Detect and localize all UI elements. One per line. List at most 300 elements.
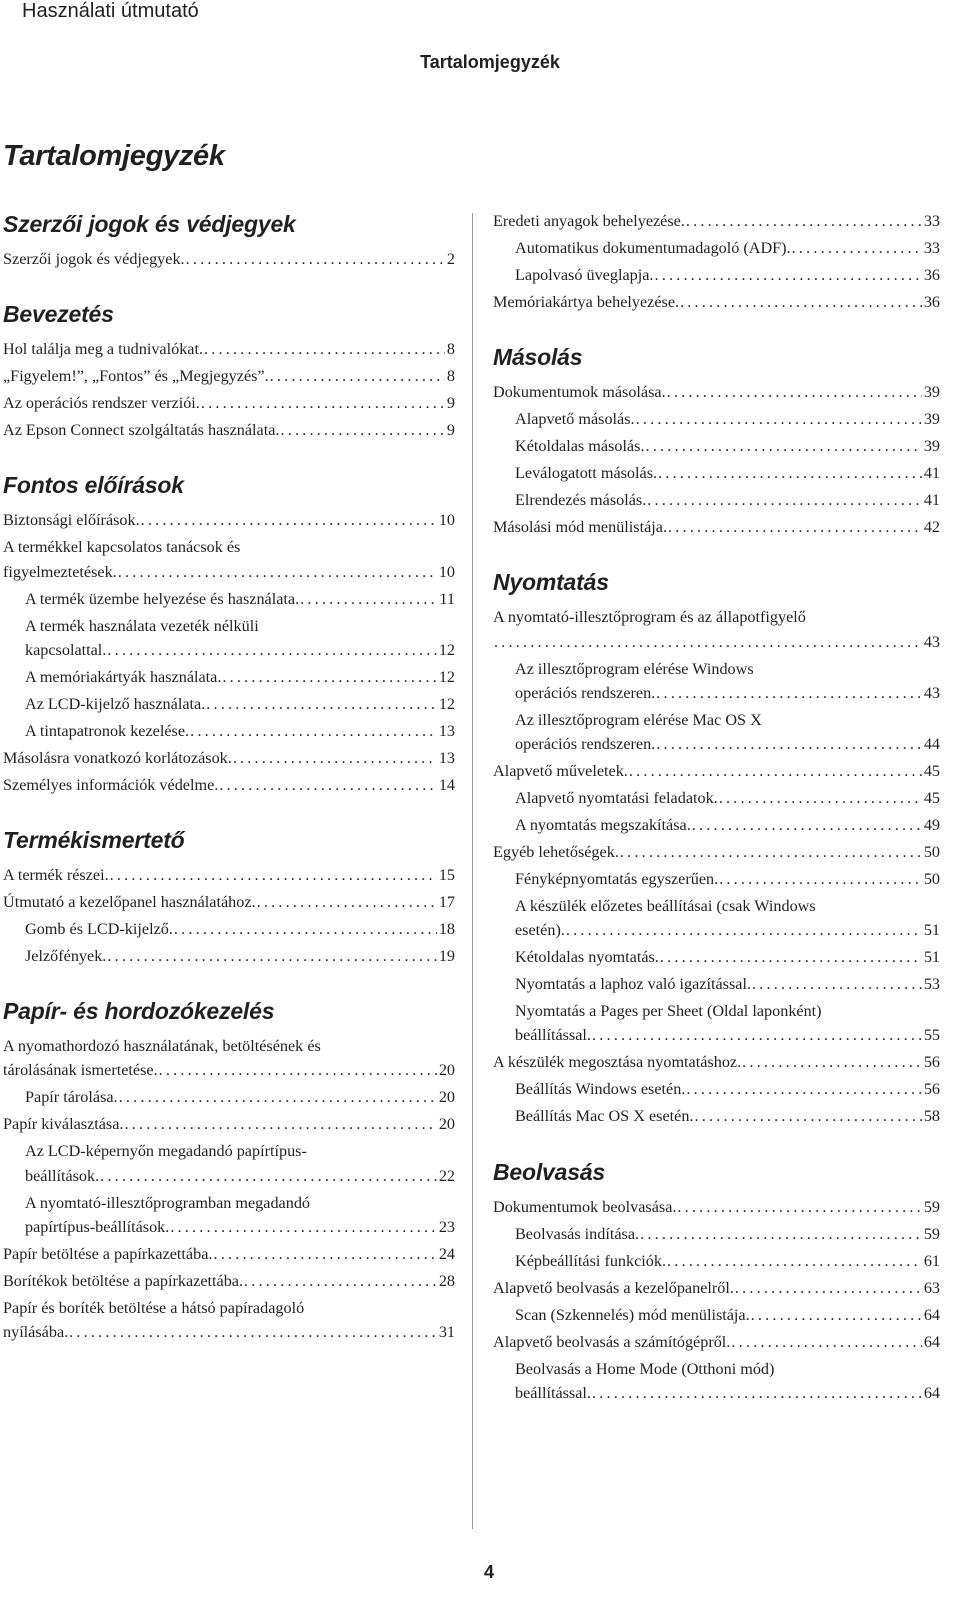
dot-leader — [719, 867, 922, 891]
toc-entry-leader-row — [3, 746, 455, 770]
toc-section — [3, 209, 455, 271]
toc-entry[interactable] — [493, 1050, 940, 1074]
section-heading: Másolás — [493, 344, 583, 371]
toc-entry-leader-row — [515, 918, 940, 942]
dot-leader — [629, 759, 922, 783]
toc-page-number: 33 — [923, 239, 940, 257]
toc-entry-leader-row — [493, 209, 940, 233]
dot-leader — [592, 1381, 922, 1405]
toc-entry[interactable] — [493, 972, 940, 996]
page-title: Tartalomjegyzék — [3, 140, 225, 172]
toc-page-number: 64 — [923, 1383, 940, 1402]
toc-entry-leader-row — [3, 890, 455, 914]
toc-entry-leader-row — [515, 263, 940, 287]
toc-entry-leader-row — [515, 813, 940, 837]
toc-entry-text: A termék üzembe helyezése és használata. — [25, 589, 300, 608]
toc-entry-text: Alapvető nyomtatási feladatok. — [515, 789, 718, 808]
toc-entry-text-line: A készülék előzetes beállításai (csak Windows — [515, 897, 816, 916]
dot-leader — [119, 1085, 437, 1109]
dot-leader — [141, 508, 437, 532]
toc-entry-text: Memóriakártya behelyezése. — [493, 293, 680, 311]
toc-page-number: 39 — [923, 383, 940, 402]
toc-entry-text-line: Az illesztőprogram elérése Mac OS X — [515, 710, 762, 729]
toc-entry[interactable] — [3, 863, 455, 887]
toc-entry-leader-row — [493, 1195, 940, 1219]
toc-entry-leader-row — [3, 560, 455, 584]
toc-entry-leader-row — [3, 364, 455, 388]
toc-entry-text: Beolvasás indítása. — [515, 1224, 640, 1243]
toc-entry[interactable] — [493, 867, 940, 891]
toc-entry-leader-row — [25, 719, 455, 743]
toc-page-number: 12 — [438, 667, 455, 686]
toc-entry-text: Borítékok betöltése a papírkazettába. — [3, 1271, 244, 1290]
toc-page-number: 43 — [923, 683, 940, 702]
toc-page-number: 50 — [923, 870, 940, 889]
dot-leader — [110, 863, 437, 887]
toc-page-number: 13 — [438, 721, 455, 740]
dot-leader — [270, 364, 445, 388]
toc-left-column — [3, 209, 455, 1372]
dot-leader — [219, 773, 437, 797]
toc-entry[interactable] — [3, 247, 455, 271]
toc-page-number: 36 — [923, 293, 940, 311]
toc-section — [493, 1157, 940, 1405]
toc-entry[interactable] — [3, 418, 455, 442]
toc-entry-leader-row — [515, 972, 940, 996]
toc-entry[interactable] — [493, 407, 940, 431]
dot-leader — [680, 290, 922, 314]
toc-page-number: 63 — [923, 1278, 940, 1297]
toc-entry[interactable] — [493, 461, 940, 485]
toc-entry-leader-row — [515, 945, 940, 969]
toc-entry-text: Scan (Szkennelés) mód menülistája. — [515, 1305, 750, 1324]
toc-entry-leader-row — [493, 380, 940, 404]
toc-entry-text: Útmutató a kezelőpanel használatához. — [3, 893, 256, 912]
toc-page-number: 51 — [923, 921, 940, 940]
toc-page-number: 23 — [438, 1217, 455, 1236]
dot-leader — [667, 1249, 922, 1273]
toc-entry[interactable] — [493, 1357, 940, 1405]
toc-entry[interactable] — [3, 1034, 455, 1082]
dot-leader — [751, 1303, 922, 1327]
dot-leader — [201, 391, 445, 415]
toc-entry-leader-row — [493, 1330, 940, 1354]
toc-entry[interactable] — [493, 290, 940, 314]
dot-leader — [107, 944, 436, 968]
toc-entry-leader-row — [493, 290, 940, 314]
toc-entry-text: esetén). — [515, 921, 565, 940]
toc-entry-text: Másolási mód menülistája. — [493, 518, 667, 537]
toc-entry-text-line: A nyomtató-illesztőprogramban megadandó — [25, 1193, 311, 1212]
toc-page-number: 8 — [446, 340, 455, 359]
toc-entry[interactable] — [493, 1330, 940, 1354]
toc-page-number: 45 — [923, 762, 940, 781]
toc-entry[interactable] — [3, 391, 455, 415]
toc-entry-text: Alapvető beolvasás a számítógépről. — [493, 1332, 731, 1351]
dot-leader — [566, 918, 922, 942]
dot-leader — [656, 732, 922, 756]
dot-leader — [204, 337, 445, 361]
dot-leader — [190, 719, 437, 743]
toc-entry-leader-row — [3, 863, 455, 887]
toc-page-number: 42 — [923, 518, 940, 537]
toc-entry-text: Dokumentumok beolvasása. — [493, 1197, 677, 1216]
toc-entry[interactable] — [3, 917, 455, 941]
toc-entry-text-line: Az illesztőprogram elérése Windows — [515, 659, 754, 678]
toc-entry-text: Lapolvasó üveglapja. — [515, 266, 654, 284]
dot-leader — [656, 681, 922, 705]
toc-entry-leader-row — [25, 917, 455, 941]
toc-entry-leader-row — [515, 407, 940, 431]
toc-entry-text: operációs rendszeren. — [515, 735, 656, 754]
toc-entry[interactable] — [493, 263, 940, 287]
toc-entry-leader-row — [493, 1276, 940, 1300]
toc-entry[interactable] — [3, 944, 455, 968]
toc-entry[interactable] — [3, 337, 455, 361]
toc-entry-text: papírtípus-beállítások. — [25, 1217, 170, 1236]
toc-entry-leader-row — [515, 867, 940, 891]
toc-entry[interactable] — [3, 1085, 455, 1109]
toc-entry-text: Hol találja meg a tudnivalókat. — [3, 340, 204, 359]
toc-section — [3, 996, 455, 1344]
toc-page-number: 43 — [923, 632, 940, 651]
toc-entry-leader-row — [493, 1050, 940, 1074]
column-divider — [472, 213, 473, 1529]
dot-leader — [647, 488, 922, 512]
toc-entry-leader-row — [3, 1269, 455, 1293]
toc-page-number: 20 — [438, 1115, 455, 1134]
toc-entry[interactable] — [493, 434, 940, 458]
toc-entry-text: Papír kiválasztása. — [3, 1115, 124, 1134]
toc-page-number: 31 — [438, 1323, 455, 1342]
toc-entry-leader-row — [515, 732, 940, 756]
toc-page-number: 56 — [923, 1053, 940, 1072]
toc-entry[interactable] — [493, 1077, 940, 1101]
toc-entry[interactable] — [3, 665, 455, 689]
toc-section — [3, 470, 455, 797]
toc-entry-text-line: Az LCD-képernyőn megadandó papírtípus- — [25, 1142, 307, 1161]
toc-entry[interactable] — [493, 1104, 940, 1128]
dot-leader — [742, 1050, 922, 1074]
dot-leader — [686, 209, 922, 233]
toc-page-number: 64 — [923, 1332, 940, 1351]
toc-entry[interactable] — [493, 708, 940, 756]
toc-page-number: 55 — [923, 1026, 940, 1045]
toc-entry[interactable] — [3, 890, 455, 914]
toc-entry[interactable] — [3, 746, 455, 770]
toc-page-number: 39 — [923, 410, 940, 429]
toc-section — [3, 299, 455, 442]
toc-entry[interactable] — [493, 1303, 940, 1327]
toc-page-number: 12 — [438, 694, 455, 713]
toc-entry-leader-row — [25, 1085, 455, 1109]
toc-entry-text: operációs rendszeren. — [515, 683, 656, 702]
toc-entry-text: kapcsolattal. — [25, 640, 107, 659]
toc-entry-leader-row — [515, 1104, 940, 1128]
toc-entry-text-line: Beolvasás a Home Mode (Otthoni mód) — [515, 1359, 775, 1378]
toc-entry[interactable] — [493, 657, 940, 705]
toc-entry-text: Másolásra vonatkozó korlátozások. — [3, 748, 232, 767]
toc-entry-text-line: Papír és boríték betöltése a hátsó papíradagoló — [3, 1298, 305, 1317]
toc-entry[interactable] — [493, 945, 940, 969]
toc-entry-text: Személyes információk védelme. — [3, 775, 219, 794]
toc-entry-leader-row — [3, 773, 455, 797]
toc-entry[interactable] — [493, 1276, 940, 1300]
toc-entry-text: Jelzőfények. — [25, 947, 107, 966]
toc-entry-leader-row — [3, 1242, 455, 1266]
section-heading: Szerzői jogok és védjegyek — [3, 211, 296, 237]
toc-page-number: 58 — [923, 1107, 940, 1126]
toc-entry-text: Kétoldalas nyomtatás. — [515, 948, 659, 967]
toc-page-number: 2 — [446, 250, 455, 268]
toc-entry[interactable] — [3, 1112, 455, 1136]
toc-page-number: 13 — [438, 748, 455, 767]
toc-entry[interactable] — [3, 1139, 455, 1187]
toc-entry-text: Papír betöltése a papírkazettába. — [3, 1244, 213, 1263]
toc-page-number: 50 — [923, 843, 940, 862]
toc-page-number: 56 — [923, 1080, 940, 1099]
page-number: 4 — [483, 1562, 494, 1582]
toc-entry-leader-row — [515, 1303, 940, 1327]
toc-entry-leader-row — [515, 236, 940, 260]
toc-page-number: 49 — [923, 816, 940, 835]
toc-page-number: 61 — [923, 1251, 940, 1270]
toc-entry-leader-row — [515, 681, 940, 705]
toc-page-number: 51 — [923, 948, 940, 967]
dot-leader — [731, 1330, 921, 1354]
dot-leader — [636, 407, 922, 431]
toc-entry-text-line: A nyomtató-illesztőprogram és az állapotfigyelő — [493, 608, 806, 627]
section-heading: Bevezetés — [3, 301, 114, 328]
toc-entry[interactable] — [3, 614, 455, 662]
toc-entry[interactable] — [493, 840, 940, 864]
dot-leader — [170, 1215, 437, 1239]
toc-entry[interactable] — [493, 1195, 940, 1219]
toc-page-number: 41 — [923, 491, 940, 510]
toc-entry-text: beállítással. — [515, 1026, 591, 1045]
toc-entry-leader-row — [3, 418, 455, 442]
dot-leader — [645, 434, 921, 458]
dot-leader — [660, 945, 922, 969]
toc-entry[interactable] — [3, 1242, 455, 1266]
toc-entry[interactable] — [3, 773, 455, 797]
dot-leader — [107, 638, 436, 662]
toc-entry-leader-row — [3, 391, 455, 415]
toc-entry-text: Automatikus dokumentumadagoló (ADF). — [515, 239, 791, 257]
toc-entry-text-line: Nyomtatás a Pages per Sheet (Oldal laponként) — [515, 1002, 822, 1021]
toc-entry[interactable] — [493, 999, 940, 1047]
toc-entry[interactable] — [493, 786, 940, 810]
running-header-title: Használati útmutató — [22, 0, 199, 22]
dot-leader — [159, 1058, 437, 1082]
toc-entry-text: Eredeti anyagok behelyezése. — [493, 212, 685, 230]
toc-entry[interactable] — [493, 236, 940, 260]
section-heading: Papír- és hordozókezelés — [3, 998, 275, 1025]
toc-entry[interactable] — [493, 894, 940, 942]
toc-entry[interactable] — [3, 1191, 455, 1239]
toc-page-number: 17 — [438, 893, 455, 912]
dot-leader — [186, 247, 445, 271]
toc-page-number: 33 — [923, 212, 940, 230]
toc-entry-leader-row — [515, 1222, 940, 1246]
toc-entry-text: Alapvető másolás. — [515, 410, 635, 429]
toc-entry-text: A termék részei. — [3, 866, 109, 885]
dot-leader — [658, 461, 922, 485]
toc-entry-text: Fényképnyomtatás egyszerűen. — [515, 870, 719, 889]
toc-entry-text: Képbeállítási funkciók. — [515, 1251, 667, 1270]
toc-entry-leader-row — [25, 1164, 455, 1188]
toc-section — [493, 342, 940, 539]
dot-leader — [686, 1077, 921, 1101]
toc-page-number: 20 — [438, 1061, 455, 1080]
toc-entry[interactable] — [493, 209, 940, 233]
dot-leader — [118, 560, 437, 584]
toc-entry-leader-row — [3, 1320, 455, 1344]
toc-entry-text: Az operációs rendszer verziói. — [3, 394, 200, 413]
toc-entry-leader-row — [493, 759, 940, 783]
toc-entry[interactable] — [3, 1296, 455, 1344]
dot-leader — [494, 630, 922, 654]
dot-leader — [280, 418, 444, 442]
toc-entry[interactable] — [493, 1249, 940, 1273]
dot-leader — [124, 1112, 436, 1136]
toc-entry[interactable] — [493, 488, 940, 512]
toc-entry[interactable] — [3, 535, 455, 583]
toc-page-number: 59 — [923, 1197, 940, 1216]
toc-entry-text-line: A nyomathordozó használatának, betöltésének és — [3, 1037, 321, 1056]
toc-entry-leader-row — [493, 515, 940, 539]
toc-entry-leader-row — [515, 1249, 940, 1273]
dot-leader — [300, 587, 437, 611]
dot-leader — [792, 236, 922, 260]
toc-page-number: 41 — [923, 464, 940, 483]
toc-entry-text-line: A termékkel kapcsolatos tanácsok és — [3, 538, 241, 557]
toc-entry[interactable] — [493, 1222, 940, 1246]
toc-entry-text: A tintapatronok kezelése. — [25, 721, 190, 740]
toc-entry-text: nyílásába. — [3, 1323, 69, 1342]
dot-leader — [592, 1023, 922, 1047]
toc-entry[interactable] — [3, 692, 455, 716]
toc-entry-text: Alapvető műveletek. — [493, 762, 628, 781]
dot-leader — [620, 840, 922, 864]
dot-leader — [694, 1104, 921, 1128]
toc-page-number: 9 — [446, 421, 455, 440]
toc-entry[interactable] — [493, 813, 940, 837]
toc-entry-leader-row — [515, 786, 940, 810]
toc-entry-leader-row — [515, 461, 940, 485]
toc-entry-leader-row — [25, 638, 455, 662]
toc-page-number: 53 — [923, 975, 940, 994]
toc-entry[interactable] — [3, 587, 455, 611]
toc-section — [3, 825, 455, 968]
toc-entry[interactable] — [493, 515, 940, 539]
toc-entry[interactable] — [493, 759, 940, 783]
toc-page-number: 19 — [438, 947, 455, 966]
toc-entry[interactable] — [493, 380, 940, 404]
toc-entry-text: Az Epson Connect szolgáltatás használata. — [3, 421, 280, 440]
toc-entry-text-line: A termék használata vezeték nélküli — [25, 616, 259, 635]
toc-entry-text: Kétoldalas másolás. — [515, 437, 645, 456]
toc-page-number: 64 — [923, 1305, 940, 1324]
dot-leader — [206, 692, 437, 716]
toc-entry-text: Az LCD-kijelző használata. — [25, 694, 206, 713]
toc-page-number: 9 — [446, 394, 455, 413]
toc-entry-text: Alapvető beolvasás a kezelőpanelről. — [493, 1278, 734, 1297]
dot-leader — [222, 665, 436, 689]
toc-page-number: 10 — [438, 562, 455, 581]
toc-entry-text: Dokumentumok másolása. — [493, 383, 666, 402]
toc-entry-text: Leválogatott másolás. — [515, 464, 658, 483]
toc-entry-text: Nyomtatás a laphoz való igazítással. — [515, 975, 751, 994]
toc-page-number: 28 — [438, 1271, 455, 1290]
toc-entry-text: Papír tárolása. — [25, 1088, 118, 1107]
toc-entry[interactable] — [3, 508, 455, 532]
toc-entry-leader-row — [25, 1215, 455, 1239]
dot-leader — [752, 972, 922, 996]
toc-entry-text: tárolásának ismertetése. — [3, 1061, 158, 1080]
toc-page-number: 24 — [438, 1244, 455, 1263]
toc-page-number: 44 — [923, 735, 940, 754]
toc-page-number: 12 — [438, 640, 455, 659]
toc-entry-text: Biztonsági előírások. — [3, 511, 140, 530]
toc-page-number: 15 — [438, 866, 455, 885]
toc-entry-text: „Figyelem!”, „Fontos” és „Megjegyzés”. — [3, 367, 269, 386]
toc-entry-text: Gomb és LCD-kijelző. — [25, 920, 173, 939]
toc-page-number: 39 — [923, 437, 940, 456]
toc-entry-leader-row — [3, 508, 455, 532]
toc-entry-text: Beállítás Windows esetén. — [515, 1080, 686, 1099]
toc-right-column — [493, 209, 940, 1433]
toc-entry-leader-row — [25, 692, 455, 716]
toc-entry-leader-row — [515, 1077, 940, 1101]
toc-page-number: 14 — [438, 775, 455, 794]
toc-entry-leader-row — [515, 1023, 940, 1047]
toc-page-number: 11 — [439, 589, 455, 608]
toc-entry-leader-row — [493, 840, 940, 864]
toc-entry-text: beállítások. — [25, 1166, 100, 1185]
toc-entry-leader-row — [3, 247, 455, 271]
toc-entry-leader-row — [3, 1058, 455, 1082]
toc-entry-text: A memóriakártyák használata. — [25, 667, 222, 686]
toc-page-number: 20 — [438, 1088, 455, 1107]
toc-entry-text: Elrendezés másolás. — [515, 491, 647, 510]
toc-entry[interactable] — [3, 1269, 455, 1293]
toc-entry-leader-row — [3, 1112, 455, 1136]
toc-section — [493, 567, 940, 1128]
toc-entry[interactable] — [3, 364, 455, 388]
dot-leader — [654, 263, 921, 287]
toc-entry[interactable] — [3, 719, 455, 743]
toc-section — [493, 209, 940, 314]
dot-leader — [100, 1164, 437, 1188]
toc-entry-leader-row — [25, 665, 455, 689]
toc-entry-leader-row — [3, 337, 455, 361]
toc-entry-leader-row — [515, 1381, 940, 1405]
dot-leader — [667, 380, 922, 404]
toc-entry-leader-row — [493, 630, 940, 654]
toc-page-number: 59 — [923, 1224, 940, 1243]
toc-page-number: 45 — [923, 789, 940, 808]
dot-leader — [174, 917, 437, 941]
toc-entry-leader-row — [25, 587, 455, 611]
dot-leader — [719, 786, 922, 810]
dot-leader — [668, 515, 922, 539]
toc-entry[interactable] — [493, 605, 940, 653]
dot-leader — [69, 1320, 437, 1344]
section-heading: Nyomtatás — [493, 569, 609, 596]
toc-entry-text: Szerzői jogok és védjegyek. — [3, 250, 185, 268]
toc-entry-text: Egyéb lehetőségek. — [493, 843, 619, 862]
